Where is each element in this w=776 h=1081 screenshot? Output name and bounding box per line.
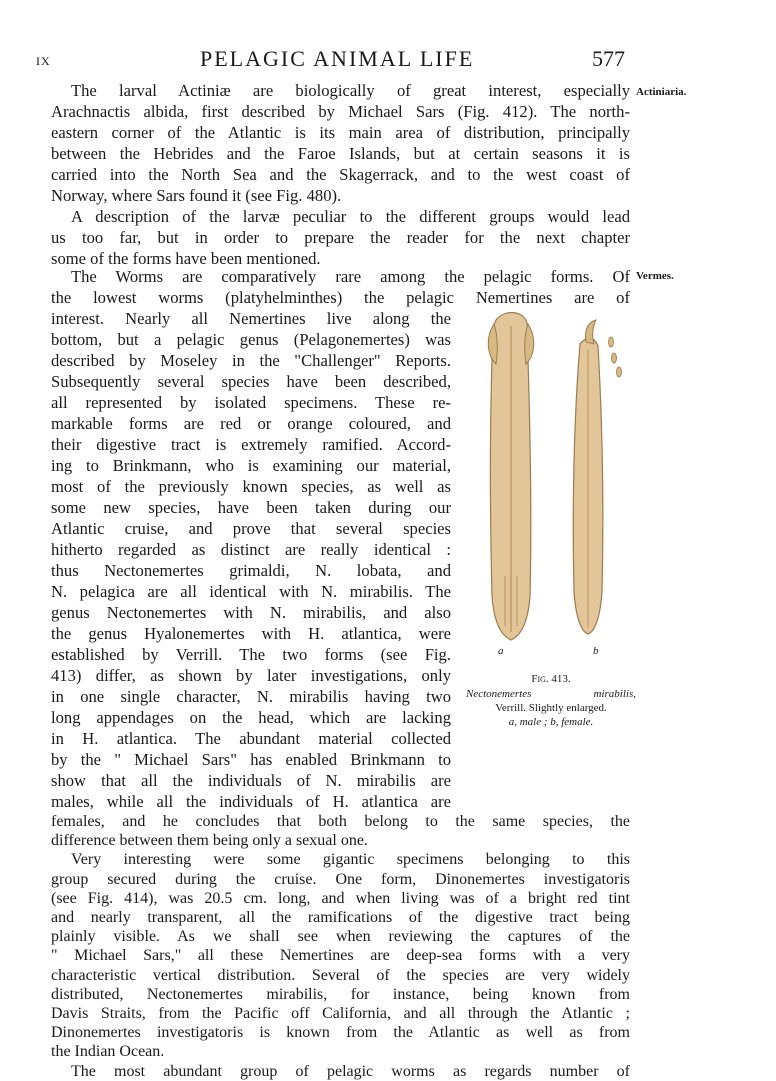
text-line: plainly visible. As we shall see when reviewing the captures of the bbox=[51, 928, 630, 946]
text-line: us too far, but in order to prepare the reader for the next chapter bbox=[51, 228, 630, 247]
text-line: and nearly transparent, all the ramifications of the digestive tract being bbox=[51, 909, 630, 926]
text-line: their digestive tract is extremely ramified. Accord- bbox=[51, 435, 451, 454]
figure-caption-species: Nectonemertes mirabilis, bbox=[466, 688, 636, 700]
page-number: 577 bbox=[592, 46, 625, 71]
text-line: some new species, have been taken during our bbox=[51, 498, 451, 517]
specimen-a-head-lobe bbox=[488, 324, 497, 364]
nemertine-illustration bbox=[468, 306, 638, 658]
text-line: most of the previously known species, as well as bbox=[51, 477, 451, 496]
text-line: thus Nectonemertes grimaldi, N. lobata, and bbox=[51, 561, 451, 580]
text-line: long appendages on the head, which are lacking bbox=[51, 708, 451, 727]
text-line: the lowest worms (platyhelminthes) the pelagic Nemertines are of bbox=[51, 288, 630, 307]
text-line: all represented by isolated specimens. These re- bbox=[51, 393, 451, 412]
text-line: Very interesting were some gigantic specimens belonging to this bbox=[71, 851, 630, 869]
side-note-vermes: Vermes. bbox=[636, 270, 674, 282]
text-line: interest. Nearly all Nemertines live along the bbox=[51, 309, 451, 328]
appendage-detail bbox=[609, 337, 614, 347]
figure-413 bbox=[468, 306, 638, 658]
text-line: established by Verrill. The two forms (see Fig. bbox=[51, 645, 451, 664]
text-line: markable forms are red or orange coloured, and bbox=[51, 414, 451, 433]
text-line: " Michael Sars," all these Nemertines are deep-sea forms with a very bbox=[51, 947, 630, 965]
specimen-a-head-lobe bbox=[525, 324, 534, 364]
side-note-actiniaria: Actiniaria. bbox=[636, 86, 687, 98]
figure-caption-detail: a, male ; b, female. bbox=[508, 716, 594, 728]
text-line: genus Nectonemertes with N. mirabilis, and also bbox=[51, 603, 451, 622]
text-line: group secured during the cruise. One form, Dinonemertes investigatoris bbox=[51, 870, 630, 888]
text-line: show that all the individuals of N. mirabilis are bbox=[51, 771, 451, 790]
text-line: some of the forms have been mentioned. bbox=[51, 249, 321, 268]
text-line: (see Fig. 414), was 20.5 cm. long, and when living was of a bright red tint bbox=[51, 889, 630, 907]
text-line: between the Hebrides and the Faroe Islands, but at certain seasons it is bbox=[51, 144, 630, 163]
text-line: the Indian Ocean. bbox=[51, 1043, 165, 1061]
text-line: Norway, where Sars found it (see Fig. 480). bbox=[51, 186, 342, 205]
text-line: The Worms are comparatively rare among the pelagic forms. Of bbox=[71, 267, 630, 286]
text-line: described by Moseley in the "Challenger" Reports. bbox=[51, 351, 451, 370]
text-line: eastern corner of the Atlantic is its main area of distribution, principally bbox=[51, 123, 630, 142]
text-line: Davis Straits, from the Pacific off California, and all through the Atlantic ; bbox=[51, 1005, 630, 1022]
text-line: characteristic vertical distribution. Several of the species are very widely bbox=[51, 966, 630, 984]
text-line: difference between them being only a sexual one. bbox=[51, 832, 368, 850]
text-line: Arachnactis albida, first described by Michael Sars (Fig. 412). The north- bbox=[51, 102, 630, 121]
text-line: females, and he concludes that both belong to the same species, the bbox=[51, 813, 630, 830]
figure-caption-author: Verrill. Slightly enlarged. bbox=[495, 702, 607, 714]
appendage-detail bbox=[617, 367, 622, 377]
figure-caption-title: Fig. 413. bbox=[531, 673, 571, 685]
text-line: in H. atlantica. The abundant material collected bbox=[51, 729, 451, 748]
appendage-detail bbox=[612, 353, 617, 363]
text-line: distributed, Nectonemertes mirabilis, for instance, being known from bbox=[51, 985, 630, 1003]
text-line: A description of the larvæ peculiar to the different groups would lead bbox=[71, 207, 630, 226]
figure-label-a: a bbox=[498, 645, 504, 657]
text-line: bottom, but a pelagic genus (Pelagonemertes) was bbox=[51, 330, 451, 349]
page-title: PELAGIC ANIMAL LIFE bbox=[200, 46, 475, 71]
text-line: the genus Hyalonemertes with H. atlantica, were bbox=[51, 624, 451, 643]
text-line: by the " Michael Sars" has enabled Brinkmann to bbox=[51, 750, 451, 769]
figure-label-b: b bbox=[593, 645, 599, 657]
text-line: carried into the North Sea and the Skagerrack, and to the west coast of bbox=[51, 165, 630, 184]
text-line: The most abundant group of pelagic worms as regards number of bbox=[71, 1062, 630, 1080]
text-line: in one single character, N. mirabilis having two bbox=[51, 687, 451, 706]
text-line: hitherto regarded as distinct are really identical : bbox=[51, 540, 451, 559]
text-line: The larval Actiniæ are biologically of great interest, especially bbox=[71, 81, 630, 100]
text-line: Atlantic cruise, and prove that several species bbox=[51, 519, 451, 538]
text-line: males, while all the individuals of H. atlantica are bbox=[51, 792, 451, 811]
text-line: Subsequently several species have been described, bbox=[51, 372, 451, 391]
text-line: 413) differ, as shown by later investigations, only bbox=[51, 666, 451, 685]
running-header bbox=[0, 46, 776, 70]
text-line: ing to Brinkmann, who is examining our material, bbox=[51, 456, 451, 475]
text-line: N. pelagica are all identical with N. mirabilis. The bbox=[51, 582, 451, 601]
text-line: Dinonemertes investigatoris is known from the Atlantic as well as from bbox=[51, 1024, 630, 1042]
signature-mark: IX bbox=[36, 54, 51, 68]
